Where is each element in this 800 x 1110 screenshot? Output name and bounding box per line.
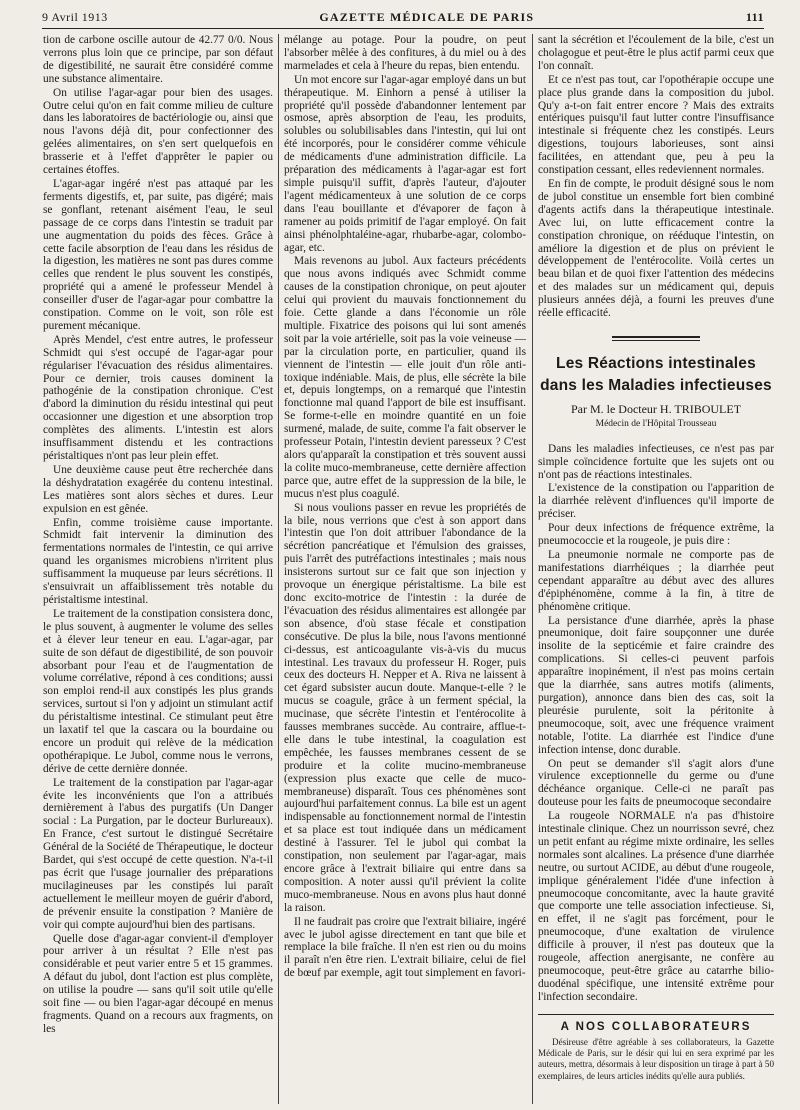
- paragraph: En fin de compte, le produit désigné sous le nom de jubol constitue un ensemble fort bien combiné d'agents actifs dans la thérapeutique intestinale. Avec lui, on lutte efficacement contre la constipation chronique, on rééduque l'intestin, on améliore la digestion et de plus on prévient le développement de l'entérocolite. Voilà certes un beau bilan et de quoi fixer l'attention des médecins et des malades sur un médicament qui, depuis plusieurs années déjà, a fourni les preuves d'une réelle efficacité.: [538, 177, 774, 320]
- paragraph: Quelle dose d'agar-agar convient-il d'employer pour arriver à un résultat ? Elle n'est pas considérable et peut varier entre 5 et 15 grammes. A défaut du jubol, dont l'action est plus complète, on utilise la poudre — sans qu'il soit utile qu'elle soit fine — ou bien l'agar-agar découpé en menus fragments. Quand on a recours aux fragments, on les: [43, 932, 273, 1035]
- page-header: [42, 6, 764, 28]
- article-title-line-2: dans les Maladies infectieuses: [540, 376, 772, 394]
- article-author: Par M. le Docteur H. TRIBOULET: [570, 401, 742, 416]
- column-divider: [532, 34, 533, 1104]
- article-paragraph: On peut se demander s'il s'agit alors d'une virulence exceptionnelle du germe ou d'une déchéance organique. Celle-ci ne paraît pas douteuse pour les faits de pneumocoque secondaire: [538, 757, 774, 809]
- page-number: 111: [745, 9, 764, 24]
- article-paragraph: La persistance d'une diarrhée, après la phase pneumonique, doit faire soupçonner une durée insolite de la septicémie et faire craindre des complications. Si celles-ci peuvent parfois apparaître inopinément, il n'est pas moins certain que la diarrhée, sans autres motifs (aliments, purgation), annonce dans bien des cas, soit la pleurésie purulente, soit la péritonite à pneumocoque, soit, avec une fréquence vraiment notable, l'otite. La diarrhée est l'indice d'une infection intense, donc durable.: [538, 614, 774, 756]
- article-title: [538, 353, 774, 397]
- paragraph: Et ce n'est pas tout, car l'opothérapie occupe une place plus grande dans la composition du jubol. Qu'y a-t-on fait entrer encore ? Mais des extraits entériques puisqu'il faut lutter contre l'insuffisance intestinale si fréquente chez les constipés. Leurs digestions, toujours laborieuses, sont ainsi facilitées, en attendant que, peu à peu la constipation cessant, elles redeviennent normales.: [538, 73, 774, 177]
- paragraph: Une deuxième cause peut être recherchée dans la déshydratation exagérée du contenu intestinal. Les matières sont alors sèches et dures. Leur expulsion en est gênée.: [43, 463, 273, 515]
- paragraph: Mais revenons au jubol. Aux facteurs précédents que nous avons indiqués avec Schmidt comme causes de la constipation chronique, on peut ajouter celui qui provient du mauvais fonctionnement du foie. Cette glande a dans l'économie un rôle multiple. Fixatrice des poisons qui lui sont amenés soit par la voie artérielle, soit pas la voie veineuse — par la circulation porte, en particulier, quand ils viennent de l'intestin — elle jouit d'un rôle anti-toxique indéniable. Mais, de plus, elle sécrète la bile et, depuis longtemps, on a remarqué que l'intestin fonctionne mal quand l'apport de bile est insuffisant. Se forme-t-elle en moindre quantité en un foie surmené, malade, de suite, comme l'a fait observer le professeur Potain, l'intestin devient paresseux ? C'est alors qu'apparaît la constipation et très souvent aussi la colite muco-membraneuse, cette dernière affection parce que, autre effet de la suppression de la bile, le mucus n'est plus coagulé.: [284, 255, 526, 500]
- article-paragraph: Dans les maladies infectieuses, ce n'est pas par simple coïncidence fortuite que les sujets ont ou n'ont pas de réactions intestinales.: [538, 442, 774, 481]
- paragraph: Si nous voulions passer en revue les propriétés de la bile, nous verrions que c'est à son apport dans l'intestin que l'on doit attribuer l'abondance de la sécrétion pancréatique et l'émulsion des graisses, puis l'arrêt des putréfactions intestinales ; mais nous insisterons surtout sur ce fait que son injection y provoque un énergique péristaltisme. La bile est donc excito-motrice de l'intestin : la durée de l'évacuation des résidus alimentaires est allongée par son absence, d'où stase fécale et constipation consécutive. De plus la bile, nous l'avons mentionné ci-dessus, est anticoagulante vis-à-vis du mucus intestinal. Les travaux du professeur H. Roger, puis ceux des docteurs H. Nepper et A. Riva ne laissent à cet égard subsister aucun doute. Manque-t-elle ? le mucus se coagule, grâce à un ferment spécial, la mucinase, que sécrète l'intestin et l'entérocolite à fausses membranes succède. Au contraire, afflue-t-elle dans le tube intestinal, la coagulation est empêchée, les fausses membranes cessent de se produire et la colite mucino-membraneuse (expression plus exacte que celle de muco-membraneuse) disparaît. Tous ces phénomènes sont aujourd'hui parfaitement connus. La bile est un agent indispensable au fonctionnement normal de l'intestin et sa place est tout indiquée dans un médicament destiné à l'assurer. Tel le jubol qui combat la constipation, non seulement par l'agar-agar, mais encore grâce à l'extrait biliaire qui entre dans sa composition. A noter aussi qu'il prévient la colite muco-membraneuse. Nous en avons plus haut donné la raison.: [284, 501, 526, 914]
- paragraph: L'agar-agar ingéré n'est pas attaqué par les ferments digestifs, et, par suite, pas digéré; mais se gonflant, retenant aisément l'eau, le seul passage de ce corps dans l'intestin se traduit par une augmentation du poids des fèces. Grâce à cette facile absorption de l'eau dans les résidus de la digestion, les matières ne sont pas dures comme celles que rendent le plus souvent les constipés, propriété qui a amené le professeur Mendel à conseiller d'user de l'agar-agar pour combattre la constipation. Comme on le voit, son rôle est purement mécanique.: [43, 177, 273, 332]
- column-divider: [278, 34, 279, 1104]
- header-rule: [42, 28, 764, 29]
- article-paragraph: L'existence de la constipation ou l'apparition de la diarrhée relèvent d'influences qu'il importe de préciser.: [538, 482, 774, 521]
- paragraph: sant la sécrétion et l'écoulement de la bile, c'est un cholagogue et peut-être le plus actif parmi ceux que l'on connaît.: [538, 34, 774, 72]
- article-affiliation: Médecin de l'Hôpital Trousseau: [595, 418, 717, 429]
- paragraph: Un mot encore sur l'agar-agar employé dans un but thérapeutique. M. Einhorn a pensé à utiliser la propriété qu'il possède d'abandonner lentement par osmose, après absorption de l'eau, les produits, solubles ou solubilisables dans l'intestin, qui lui ont été incorporés, pour le considérer comme véhicule de médicaments d'une administration difficile. La préparation des médicaments à l'agar-agar est fort simple puisqu'il suffit, d'après l'auteur, d'ajouter l'agent médicamenteux à une solution de ce corps dans l'eau bouillante et d'évaporer de façon à ramener au poids primitif de l'agar employé. On fait ainsi phénolphtaléine-agar, rhubarbe-agar, colombo-agar, etc.: [284, 73, 526, 254]
- notice-text: Désireuse d'être agréable à ses collaborateurs, la Gazette Médicale de Paris, sur le désir qui lui en sera exprimé par les auteurs, mettra, désormais à leur disposition un tirage à part à 50 exemplaires, de leurs articles inédits qu'elle aura publiés.: [538, 1036, 774, 1081]
- paragraph: mélange au potage. Pour la poudre, on peut l'absorber mêlée à des confitures, à du miel ou à des marmelades et cela à l'heure du repas, bien entendu.: [284, 34, 526, 72]
- notice-title: A NOS COLLABORATEURS: [560, 1020, 752, 1033]
- column-3: [538, 34, 774, 1104]
- article-paragraph: La pneumonie normale ne comporte pas de manifestations diarrhéiques ; la diarrhée peut cependant apparaître au début avec des allures d'épiphénomène, comme à la fin, à titre de phénomène critique.: [538, 549, 774, 613]
- article-paragraph: La rougeole NORMALE n'a pas d'histoire intestinale clinique. Chez un nourrisson sevré, chez un petit enfant au régime mixte ordinaire, les selles normales sont alcalines. La présence d'une diarrhée neutre, ou surtout ACIDE, au début d'une rougeole, implique généralement l'idée d'une infection à pneumocoque concomitante, avec la haute gravité que comporte une telle association infectieuse. Si, en effet, il ne s'agit pas forcément, pour le pneumocoque, d'une exaltation de virulence difficile à prouver, il n'est pas douteux que la rougeole, affection anergisante, ne confère au pneumocoque, peut-être grâce au catarrhe bilio-duodénal spécifique, une intensité extrême pour l'infection secondaire.: [538, 810, 774, 1003]
- column-1: [43, 34, 273, 1104]
- paragraph: Il ne faudrait pas croire que l'extrait biliaire, ingéré avec le jubol agisse directement en tant que bile et remplace la bile fraîche. Il n'en est rien ou du moins il paraît n'en être rien. L'extrait biliaire, celui de fiel de bœuf par exemple, agit tout simplement en favori-: [284, 915, 526, 980]
- paragraph: Le traitement de la constipation consistera donc, le plus souvent, à augmenter le volume des selles et à élever leur teneur en eau. L'agar-agar, par suite de son défaut de digestibilité, de son pouvoir absorbant pour l'eau et de l'augmentation de volume corrélative, répond à ces conditions; aussi son emploi rend-il aux constipés les plus grands services, surtout si l'on y adjoint un stimulant actif du péristaltisme intestinal. Ce stimulant peut être un laxatif tel que la cascara ou la bourdaine ou encore un produit qui relève de la médication opothérapique. Le Jubol, comme nous le verrons, dérive de cette dernière donnée.: [43, 607, 273, 775]
- article-paragraph: Pour deux infections de fréquence extrême, la pneumococcie et la rougeole, je puis dire :: [538, 522, 774, 548]
- column-2: [284, 34, 526, 1104]
- notice-rule: [538, 1014, 774, 1015]
- article-title-line-1: Les Réactions intestinales: [556, 354, 756, 372]
- paragraph: Enfin, comme troisième cause importante. Schmidt fait intervenir la diminution des fermentations normales de l'intestin, ce qui arrive quand les organismes microbiens n'irritent plus suffisamment la muqueuse par leurs sécrétions. Il s'ensuivrait un affaiblissement très notable du péristaltisme intestinal.: [43, 516, 273, 606]
- journal-title: GAZETTE MÉDICALE DE PARIS: [319, 9, 535, 24]
- issue-date: 9 Avril 1913: [42, 9, 108, 24]
- paragraph: tion de carbone oscille autour de 42.77 0/0. Nous verrons plus loin que ce principe, par son défaut de digestibilité, ne saurait être considéré comme une substance alimentaire.: [43, 34, 273, 85]
- paragraph: On utilise l'agar-agar pour bien des usages. Outre celui qu'on en fait comme milieu de culture dans les laboratoires de bactériologie ou, ainsi que nous l'avons déjà dit, pour confectionner des gelées alimentaires, on s'en sert quelquefois en brasserie et à l'effet d'apprêter le papier ou certaines étoffes.: [43, 86, 273, 177]
- section-separator: [612, 336, 700, 341]
- paragraph: Après Mendel, c'est entre autres, le professeur Schmidt qui s'est occupé de l'agar-agar pour régulariser l'évacuation des résidus alimentaires. Pour ce dernier, trois causes dominent la pathogénie de la constipation chronique. C'est d'abord la diminution du résidu intestinal qui peut occasionner une digestion et une absorption trop complètes des aliments. L'intestin est alors insuffisamment distendu et les contractions péristaltiques n'ont pas leur plein effet.: [43, 333, 273, 462]
- paragraph: Le traitement de la constipation par l'agar-agar évite les inconvénients que l'on a attribués dernièrement à l'abus des purgatifs (Un Danger social : La Purgation, par le docteur Burlureaux). En France, c'est surtout le distingué Secrétaire Général de la Société de Thérapeutique, le docteur Bardet, qui s'est occupé de cette question. N'a-t-il pas écrit que l'usage journalier des préparations mucilagineuses par les constipés lui paraît actuellement le meilleur moyen de guérir d'abord, de prévenir ensuite la constipation ? Manière de voir qui compte aujourd'hui bien des partisans.: [43, 776, 273, 931]
